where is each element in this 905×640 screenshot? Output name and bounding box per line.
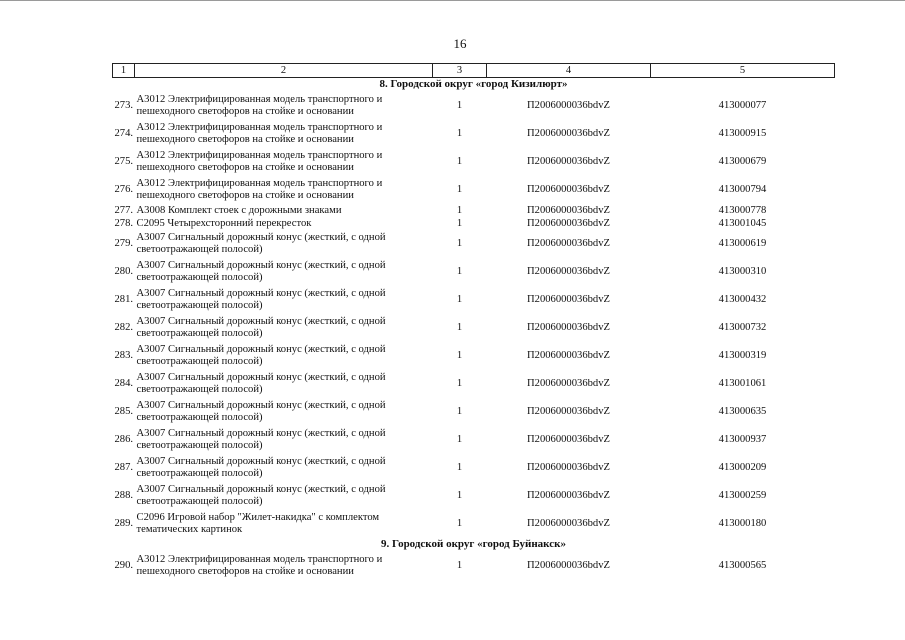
row-number: 283.	[114, 350, 134, 362]
item-name: А3012 Электрифицированная модель транспортного и пешеходного светофоров на стойке и основании	[136, 150, 383, 173]
section-title-text: 9. Городской округ «город Буйнакск»	[381, 538, 566, 551]
table-row	[113, 204, 835, 217]
column-header: 3	[433, 64, 487, 78]
item-name: А3007 Сигнальный дорожный конус (жесткий, с одной светоотражающей полосой)	[136, 260, 386, 283]
page-number: 16	[453, 36, 467, 51]
row-number: 280.	[114, 266, 134, 278]
table-row	[113, 286, 835, 314]
table-row	[113, 314, 835, 342]
item-quantity: 1	[456, 350, 463, 362]
section-header-row	[113, 78, 835, 93]
item-name: А3012 Электрифицированная модель транспортного и пешеходного светофоров на стойке и основании	[136, 122, 383, 145]
item-name: А3007 Сигнальный дорожный конус (жесткий, с одной светоотражающей полосой)	[136, 400, 386, 423]
row-number: 278.	[114, 217, 134, 229]
item-code: П2006000036bdvZ	[527, 518, 610, 530]
item-name: А3007 Сигнальный дорожный конус (жесткий, с одной светоотражающей полосой)	[136, 484, 386, 507]
item-name: А3007 Сигнальный дорожный конус (жесткий, с одной светоотражающей полосой)	[136, 344, 386, 367]
item-quantity: 1	[456, 204, 463, 216]
row-number: 281.	[114, 294, 134, 306]
column-header: 2	[135, 64, 433, 78]
inventory-number: 413000915	[718, 128, 767, 140]
item-quantity: 1	[456, 128, 463, 140]
table-row	[113, 342, 835, 370]
inventory-number: 413000310	[718, 266, 767, 278]
row-number: 286.	[114, 434, 134, 446]
item-name: А3007 Сигнальный дорожный конус (жесткий, с одной светоотражающей полосой)	[136, 232, 386, 255]
item-code: П2006000036bdvZ	[527, 204, 610, 216]
table-row	[113, 258, 835, 286]
table-row	[113, 510, 835, 538]
table-row	[113, 120, 835, 148]
item-code: П2006000036bdvZ	[527, 217, 610, 229]
inventory-number: 413000077	[718, 100, 767, 112]
inventory-number: 413000259	[718, 490, 767, 502]
item-code: П2006000036bdvZ	[527, 406, 610, 418]
item-name: С2095 Четырехсторонний перекресток	[136, 217, 312, 229]
item-quantity: 1	[456, 322, 463, 334]
row-number: 284.	[114, 378, 134, 390]
row-number: 275.	[114, 156, 134, 168]
item-name: А3007 Сигнальный дорожный конус (жесткий, с одной светоотражающей полосой)	[136, 372, 386, 395]
inventory-number: 413000319	[718, 350, 767, 362]
item-name: А3012 Электрифицированная модель транспортного и пешеходного светофоров на стойке и основании	[136, 178, 383, 201]
item-code: П2006000036bdvZ	[527, 350, 610, 362]
row-number: 282.	[114, 322, 134, 334]
item-code: П2006000036bdvZ	[527, 378, 610, 390]
inventory-number: 413000565	[718, 560, 767, 572]
inventory-number: 413000619	[718, 238, 767, 250]
item-name: А3007 Сигнальный дорожный конус (жесткий, с одной светоотражающей полосой)	[136, 456, 386, 479]
table-row	[113, 148, 835, 176]
item-code: П2006000036bdvZ	[527, 238, 610, 250]
item-quantity: 1	[456, 518, 463, 530]
item-name: А3007 Сигнальный дорожный конус (жесткий, с одной светоотражающей полосой)	[136, 428, 386, 451]
item-name: А3007 Сигнальный дорожный конус (жесткий, с одной светоотражающей полосой)	[136, 288, 386, 311]
table-row	[113, 552, 835, 580]
row-number: 277.	[114, 204, 134, 216]
inventory-number: 413000679	[718, 156, 767, 168]
inventory-number: 413000432	[718, 294, 767, 306]
table-row	[113, 92, 835, 120]
row-number: 290.	[114, 560, 134, 572]
item-name: А3012 Электрифицированная модель транспортного и пешеходного светофоров на стойке и основании	[136, 94, 383, 117]
item-code: П2006000036bdvZ	[527, 266, 610, 278]
item-code: П2006000036bdvZ	[527, 100, 610, 112]
inventory-number: 413000937	[718, 434, 767, 446]
item-quantity: 1	[456, 294, 463, 306]
section-title	[113, 538, 835, 552]
item-code: П2006000036bdvZ	[527, 184, 610, 196]
item-quantity: 1	[456, 490, 463, 502]
inventory-number: 413000794	[718, 184, 767, 196]
table-row	[113, 398, 835, 426]
inventory-number: 413001061	[718, 378, 767, 390]
item-quantity: 1	[456, 560, 463, 572]
item-quantity: 1	[456, 217, 463, 229]
item-code: П2006000036bdvZ	[527, 462, 610, 474]
inventory-number: 413000778	[718, 204, 767, 216]
inventory-number: 413001045	[718, 217, 767, 229]
section-title	[113, 78, 835, 93]
item-quantity: 1	[456, 238, 463, 250]
item-quantity: 1	[456, 434, 463, 446]
table-row	[113, 454, 835, 482]
section-header-row	[113, 538, 835, 552]
row-number: 285.	[114, 406, 134, 418]
item-code: П2006000036bdvZ	[527, 322, 610, 334]
row-number: 289.	[114, 518, 134, 530]
item-code: П2006000036bdvZ	[527, 434, 610, 446]
row-number: 288.	[114, 490, 134, 502]
table-row	[113, 370, 835, 398]
item-quantity: 1	[456, 100, 463, 112]
inventory-number: 413000732	[718, 322, 767, 334]
column-header: 4	[487, 64, 651, 78]
item-name: А3012 Электрифицированная модель транспортного и пешеходного светофоров на стойке и основании	[136, 554, 383, 577]
item-code: П2006000036bdvZ	[527, 294, 610, 306]
item-quantity: 1	[456, 184, 463, 196]
row-number: 287.	[114, 462, 134, 474]
row-number: 279.	[114, 238, 134, 250]
table-row	[113, 176, 835, 204]
item-quantity: 1	[456, 266, 463, 278]
item-code: П2006000036bdvZ	[527, 128, 610, 140]
table-row	[113, 230, 835, 258]
item-quantity: 1	[456, 462, 463, 474]
item-code: П2006000036bdvZ	[527, 490, 610, 502]
inventory-number: 413000635	[718, 406, 767, 418]
inventory-table	[112, 63, 835, 580]
column-header: 1	[113, 64, 135, 78]
row-number: 273.	[114, 100, 134, 112]
item-name: А3007 Сигнальный дорожный конус (жесткий, с одной светоотражающей полосой)	[136, 316, 386, 339]
item-name: А3008 Комплект стоек с дорожными знаками	[136, 204, 342, 216]
section-title-text: 8. Городской округ «город Кизилюрт»	[379, 78, 568, 91]
item-quantity: 1	[456, 378, 463, 390]
inventory-number: 413000180	[718, 518, 767, 530]
item-code: П2006000036bdvZ	[527, 560, 610, 572]
table-row	[113, 482, 835, 510]
column-header: 5	[651, 64, 835, 78]
item-quantity: 1	[456, 406, 463, 418]
table-row	[113, 426, 835, 454]
row-number: 276.	[114, 184, 134, 196]
table-header-row	[113, 64, 835, 78]
row-number: 274.	[114, 128, 134, 140]
table-row	[113, 217, 835, 230]
inventory-number: 413000209	[718, 462, 767, 474]
item-code: П2006000036bdvZ	[527, 156, 610, 168]
item-quantity: 1	[456, 156, 463, 168]
item-name: С2096 Игровой набор "Жилет-накидка" с комплектом тематических картинок	[136, 512, 380, 535]
